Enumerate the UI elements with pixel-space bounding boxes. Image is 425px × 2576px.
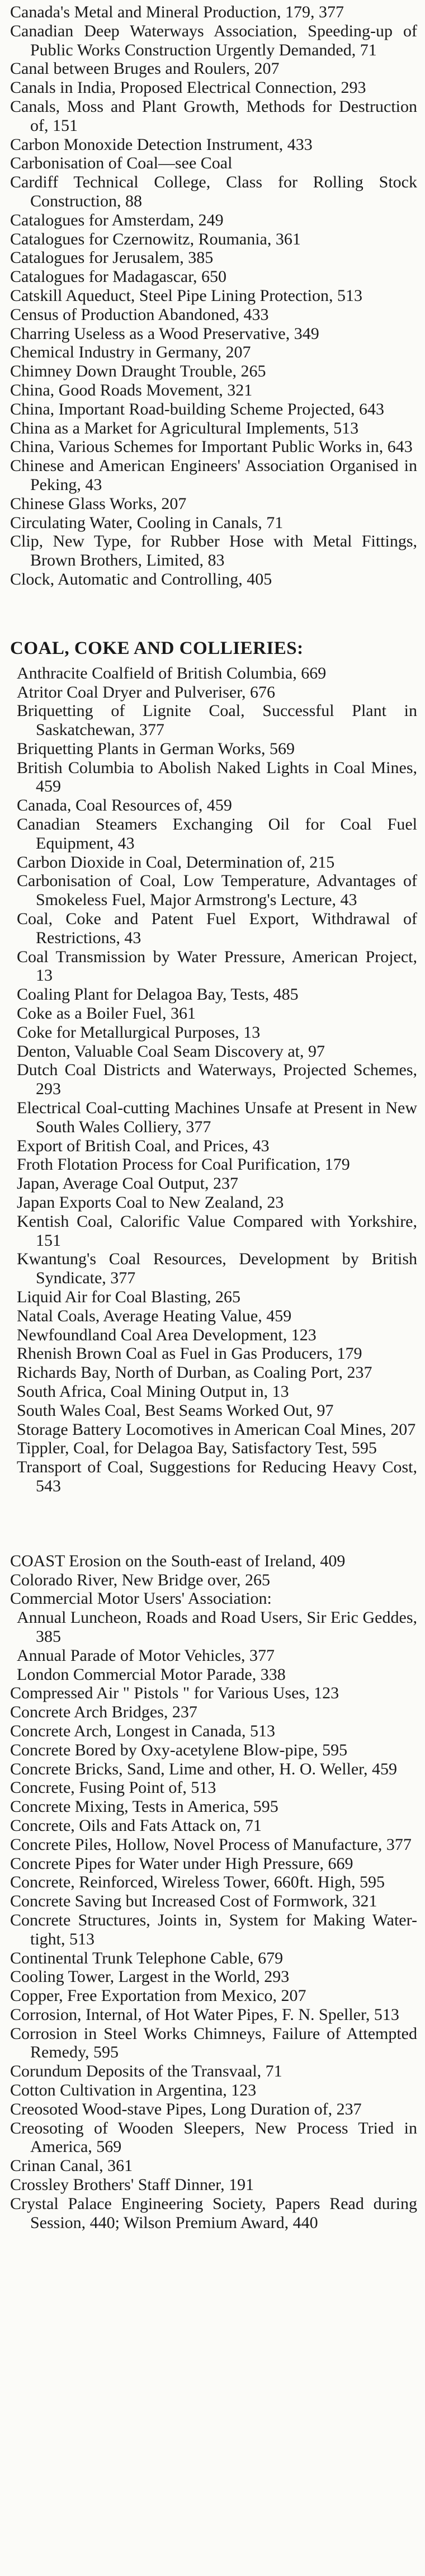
index-entry: Canals, Moss and Plant Growth, Methods for Destruction of, 151 — [10, 97, 417, 135]
index-entry: Kentish Coal, Calorific Value Compared with Yorkshire, 151 — [17, 1212, 417, 1250]
index-entry: Canals in India, Proposed Electrical Connection, 293 — [10, 78, 366, 97]
index-entry: Concrete Mixing, Tests in America, 595 — [10, 1797, 278, 1816]
index-entry: Coal, Coke and Patent Fuel Export, Withdrawal of Restrictions, 43 — [17, 910, 417, 947]
index-entry: Concrete, Reinforced, Wireless Tower, 660ft. High, 595 — [10, 1873, 385, 1892]
index-entry: Coal Transmission by Water Pressure, American Project, 13 — [17, 947, 417, 985]
index-entry: Catalogues for Czernowitz, Roumania, 361 — [10, 229, 301, 248]
index-entry: Creosoting of Wooden Sleepers, New Process Tried in America, 569 — [10, 2118, 417, 2156]
index-entry: Briquetting Plants in German Works, 569 — [17, 739, 295, 758]
index-entry: Concrete Arch, Longest in Canada, 513 — [10, 1721, 276, 1740]
index-entry: Concrete Structures, Joints in, System for Making Water-tight, 513 — [10, 1910, 417, 1948]
index-entry: Concrete Bored by Oxy-acetylene Blow-pipe, 595 — [10, 1740, 348, 1759]
index-entry: Coke as a Boiler Fuel, 361 — [17, 1004, 196, 1023]
index-entry: Corundum Deposits of the Transvaal, 71 — [10, 2062, 282, 2081]
index-entry: Canadian Deep Waterways Association, Speeding-up of Public Works Construction Urgently Demanded, 71 — [10, 21, 417, 59]
index-entry: Transport of Coal, Suggestions for Reducing Heavy Cost, 543 — [17, 1458, 417, 1495]
index-entry: China as a Market for Agricultural Implements, 513 — [10, 418, 359, 437]
index-entry: Storage Battery Locomotives in American Coal Mines, 207 — [17, 1420, 416, 1439]
index-entry: Corrosion, Internal, of Hot Water Pipes, F. N. Speller, 513 — [10, 2005, 399, 2024]
index-entry: Catalogues for Amsterdam, 249 — [10, 210, 224, 229]
index-entry: Annual Luncheon, Roads and Road Users, Sir Eric Geddes, 385 — [17, 1608, 417, 1646]
index-entry: Froth Flotation Process for Coal Purification, 179 — [17, 1155, 350, 1174]
index-entry: Richards Bay, North of Durban, as Coaling Port, 237 — [17, 1363, 372, 1382]
index-entry: Census of Production Abandoned, 433 — [10, 305, 269, 324]
index-entry: Atritor Coal Dryer and Pulveriser, 676 — [17, 682, 276, 701]
index-entry: Concrete Piles, Hollow, Novel Process of Manufacture, 377 — [10, 1835, 412, 1854]
index-entry: Concrete Pipes for Water under High Pressure, 669 — [10, 1854, 353, 1873]
index-entry: Concrete Saving but Increased Cost of Formwork, 321 — [10, 1892, 377, 1911]
index-entry: China, Various Schemes for Important Public Works in, 643 — [10, 437, 413, 456]
index-entry: Carbonisation of Coal, Low Temperature, Advantages of Smokeless Fuel, Major Armstrong's Lecture, 43 — [17, 872, 417, 910]
index-entry: Cooling Tower, Largest in the World, 293 — [10, 1967, 290, 1986]
index-entry: Dutch Coal Districts and Waterways, Projected Schemes, 293 — [17, 1061, 417, 1099]
index-entry: Coke for Metallurgical Purposes, 13 — [17, 1023, 261, 1042]
index-entry: Canada, Coal Resources of, 459 — [17, 796, 232, 815]
index-entry: China, Good Roads Movement, 321 — [10, 380, 253, 399]
index-entry: Tippler, Coal, for Delagoa Bay, Satisfactory Test, 595 — [17, 1439, 377, 1458]
index-entry: Crystal Palace Engineering Society, Papers Read during Session, 440; Wilson Premium Award, 440 — [10, 2194, 417, 2232]
index-entry: Concrete Arch Bridges, 237 — [10, 1703, 197, 1722]
index-entry: Coaling Plant for Delagoa Bay, Tests, 485 — [17, 985, 299, 1004]
index-entry: London Commercial Motor Parade, 338 — [17, 1665, 286, 1684]
index-entry: Kwantung's Coal Resources, Development by British Syndicate, 377 — [17, 1250, 417, 1288]
section-spacer — [10, 589, 417, 637]
section-spacer — [10, 1496, 417, 1552]
index-entry: Canadian Steamers Exchanging Oil for Coal Fuel Equipment, 43 — [17, 815, 417, 853]
index-entry: Catalogues for Jerusalem, 385 — [10, 248, 214, 267]
coal-section-heading: COAL, COKE AND COLLIERIES: — [10, 638, 304, 658]
index-entry: Canal between Bruges and Roulers, 207 — [10, 59, 280, 78]
index-entry: Continental Trunk Telephone Cable, 679 — [10, 1948, 284, 1967]
index-entry: Crossley Brothers' Staff Dinner, 191 — [10, 2175, 254, 2194]
index-entry: Carbon Dioxide in Coal, Determination of, 215 — [17, 853, 335, 872]
index-entry: Copper, Free Exportation from Mexico, 207 — [10, 1986, 306, 2005]
index-entry: South Wales Coal, Best Seams Worked Out, 97 — [17, 1401, 334, 1420]
index-entry: Creosoted Wood-stave Pipes, Long Duration of, 237 — [10, 2099, 362, 2118]
index-entry: Cardiff Technical College, Class for Rolling Stock Construction, 88 — [10, 173, 417, 210]
index-entry: Newfoundland Coal Area Development, 123 — [17, 1325, 317, 1344]
index-entry: Denton, Valuable Coal Seam Discovery at, 97 — [17, 1042, 325, 1061]
index-entry: Commercial Motor Users' Association: — [10, 1589, 272, 1608]
index-entry: Circulating Water, Cooling in Canals, 71 — [10, 513, 284, 532]
index-entry: Carbon Monoxide Detection Instrument, 433 — [10, 135, 313, 154]
index-entry: Chinese and American Engineers' Association Organised in Peking, 43 — [10, 456, 417, 494]
index-entry: Natal Coals, Average Heating Value, 459 — [17, 1306, 292, 1325]
index-entry: Canada's Metal and Mineral Production, 179, 377 — [10, 3, 344, 21]
index-entry: Compressed Air " Pistols " for Various Uses, 123 — [10, 1684, 339, 1703]
index-entry: Clock, Automatic and Controlling, 405 — [10, 569, 272, 588]
index-entry: Colorado River, New Bridge over, 265 — [10, 1570, 270, 1589]
index-entry: Japan Exports Coal to New Zealand, 23 — [17, 1193, 284, 1212]
index-entry: Rhenish Brown Coal as Fuel in Gas Producers, 179 — [17, 1344, 362, 1363]
index-entry: Clip, New Type, for Rubber Hose with Metal Fittings, Brown Brothers, Limited, 83 — [10, 532, 417, 570]
coal-subentries — [10, 664, 417, 1496]
index-entry: Chemical Industry in Germany, 207 — [10, 343, 251, 362]
index-entry: Briquetting of Lignite Coal, Successful Plant in Saskatchewan, 377 — [17, 701, 417, 740]
index-entry: Annual Parade of Motor Vehicles, 377 — [17, 1646, 275, 1665]
index-entry: Japan, Average Coal Output, 237 — [17, 1174, 239, 1193]
index-entry: Export of British Coal, and Prices, 43 — [17, 1136, 270, 1155]
index-entry: Concrete, Oils and Fats Attack on, 71 — [10, 1816, 262, 1835]
index-entry: Catskill Aqueduct, Steel Pipe Lining Protection, 513 — [10, 286, 362, 305]
index-entry: Corrosion in Steel Works Chimneys, Failure of Attempted Remedy, 595 — [10, 2024, 417, 2062]
index-group-coast-commercial — [10, 1552, 417, 1608]
index-entry: Carbonisation of Coal—see Coal — [10, 154, 233, 173]
index-entry: Charring Useless as a Wood Preservative, 349 — [10, 324, 319, 343]
index-entry: South Africa, Coal Mining Output in, 13 — [17, 1382, 289, 1401]
index-entry: Concrete, Fusing Point of, 513 — [10, 1778, 216, 1797]
index-entry: COAST Erosion on the South-east of Ireland, 409 — [10, 1551, 346, 1570]
index-entry: Anthracite Coalfield of British Columbia, 669 — [17, 663, 327, 682]
index-entry: Chinese Glass Works, 207 — [10, 494, 187, 513]
index-entry: Cotton Cultivation in Argentina, 123 — [10, 2081, 257, 2100]
index-group-compressed-to-crystal — [10, 1684, 417, 2232]
index-group-c-general — [10, 3, 417, 589]
index-entry: British Columbia to Abolish Naked Lights in Coal Mines, 459 — [17, 758, 417, 796]
index-entry: Concrete Bricks, Sand, Lime and other, H. O. Weller, 459 — [10, 1759, 397, 1778]
index-entry: Chimney Down Draught Trouble, 265 — [10, 362, 266, 381]
index-entry: Crinan Canal, 361 — [10, 2156, 133, 2175]
cmua-subentries — [10, 1608, 417, 1684]
index-entry: Catalogues for Madagascar, 650 — [10, 267, 226, 286]
index-entry: Liquid Air for Coal Blasting, 265 — [17, 1288, 240, 1306]
index-entry: Electrical Coal-cutting Machines Unsafe at Present in New South Wales Colliery, 377 — [17, 1099, 417, 1136]
index-entry: China, Important Road-building Scheme Projected, 643 — [10, 399, 385, 418]
